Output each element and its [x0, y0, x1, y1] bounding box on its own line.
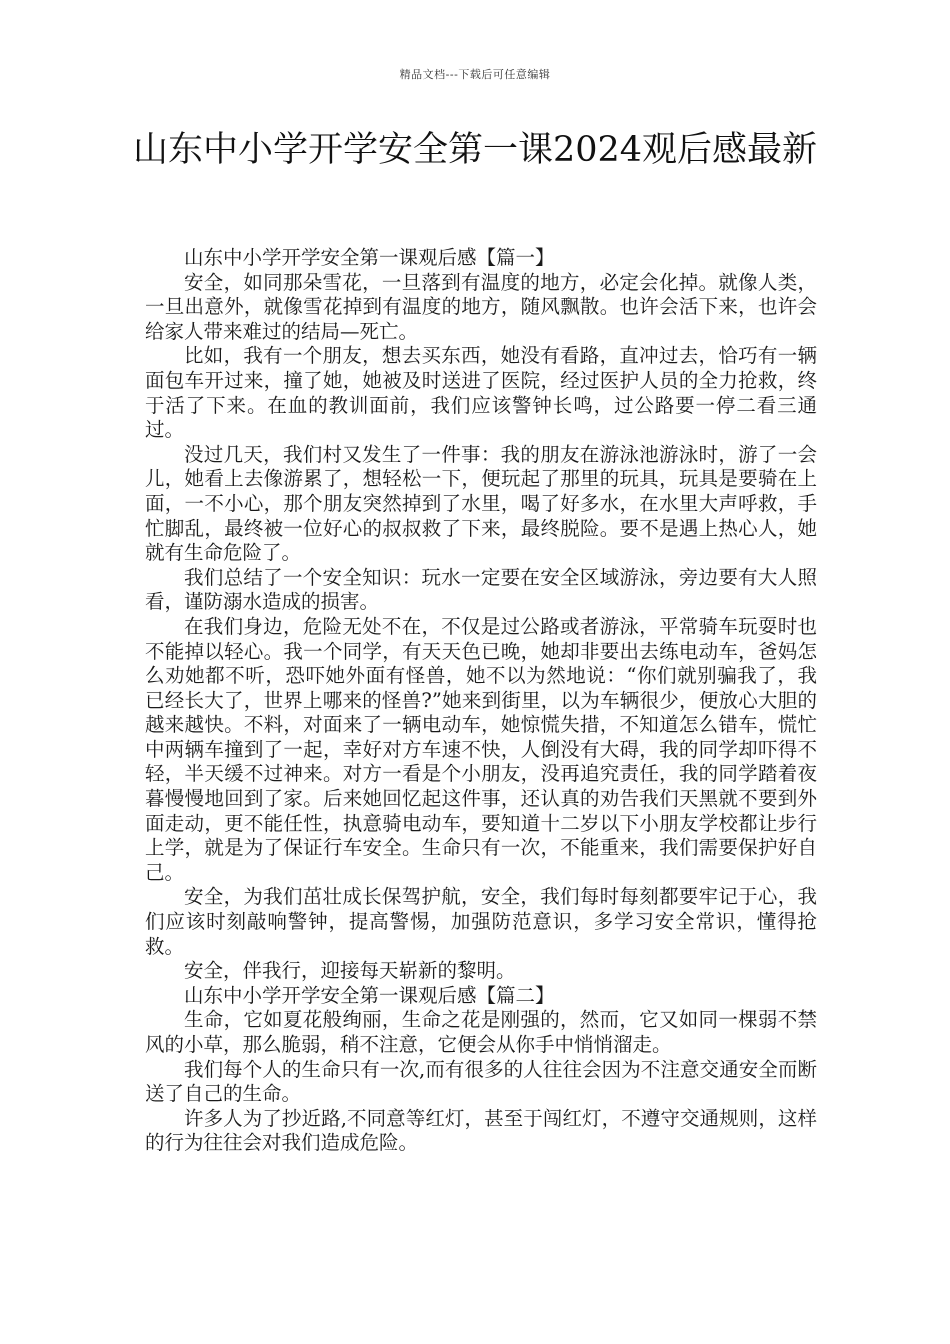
paragraph: 我们每个人的生命只有一次,而有很多的人往往会因为不注意交通安全而断送了自己的生命。 — [145, 1057, 817, 1106]
document-body — [145, 246, 817, 1156]
paragraph: 在我们身边，危险无处不在，不仅是过公路或者游泳，平常骑车玩耍时也不能掉以轻心。我一个同学，有天天色已晚，她却非要出去练电动车，爸妈怎么劝她都不听，恐吓她外面有怪兽，她不以为然地说：“你们就别骗我了，我已经长大了，世界上哪来的怪兽?”她来到街里，以为车辆很少，便放心大胆的越来越快。不料，对面来了一辆电动车，她惊慌失措，不知道怎么错车，慌忙中两辆车撞到了一起，幸好对方车速不快，人倒没有大碍，我的同学却吓得不轻，半天缓不过神来。对方一看是个小朋友，没再追究责任，我的同学踏着夜暮慢慢地回到了家。后来她回忆起这件事，还认真的劝告我们天黑就不要到外面走动，更不能任性，执意骑电动车，要知道十二岁以下小朋友学校都让步行上学，就是为了保证行车安全。生命只有一次，不能重来，我们需要保护好自己。 — [145, 614, 817, 884]
paragraph: 安全，为我们茁壮成长保驾护航，安全，我们每时每刻都要牢记于心，我们应该时刻敲响警钟，提高警惕，加强防范意识，多学习安全常识，懂得抢救。 — [145, 885, 817, 958]
paragraph: 没过几天，我们村又发生了一件事：我的朋友在游泳池游泳时，游了一会儿，她看上去像游累了，想轻松一下，便玩起了那里的玩具，玩具是要骑在上面，一不小心，那个朋友突然掉到了水里，喝了好多水，在水里大声呼救，手忙脚乱，最终被一位好心的叔叔救了下来，最终脱险。要不是遇上热心人，她就有生命危险了。 — [145, 442, 817, 565]
section-heading-2: 山东中小学开学安全第一课观后感【篇二】 — [184, 983, 555, 1007]
page-header-note: 精品文档---下载后可任意编辑 — [399, 68, 551, 81]
paragraph: 许多人为了抄近路,不同意等红灯，甚至于闯红灯，不遵守交通规则，这样的行为往往会对我们造成危险。 — [145, 1106, 817, 1155]
document-title: 山东中小学开学安全第一课2024观后感最新 — [132, 130, 818, 170]
paragraph: 生命，它如夏花般绚丽，生命之花是刚强的，然而，它又如同一棵弱不禁风的小草，那么脆弱，稍不注意，它便会从你手中悄悄溜走。 — [145, 1008, 817, 1056]
paragraph: 比如，我有一个朋友，想去买东西，她没有看路，直冲过去，恰巧有一辆面包车开过来，撞了她，她被及时送进了医院，经过医护人员的全力抢救，终于活了下来。在血的教训面前，我们应该警钟长鸣，过公路要一停二看三通过。 — [145, 344, 817, 442]
paragraph: 安全，伴我行，迎接每天崭新的黎明。 — [184, 959, 516, 983]
paragraph: 我们总结了一个安全知识：玩水一定要在安全区域游泳，旁边要有大人照看，谨防溺水造成的损害。 — [145, 565, 817, 614]
paragraph: 安全，如同那朵雪花，一旦落到有温度的地方，必定会化掉。就像人类，一旦出意外，就像雪花掉到有温度的地方，随风飘散。也许会活下来，也许会给家人带来难过的结局—死亡。 — [145, 270, 817, 343]
section-heading-1: 山东中小学开学安全第一课观后感【篇一】 — [184, 246, 555, 269]
